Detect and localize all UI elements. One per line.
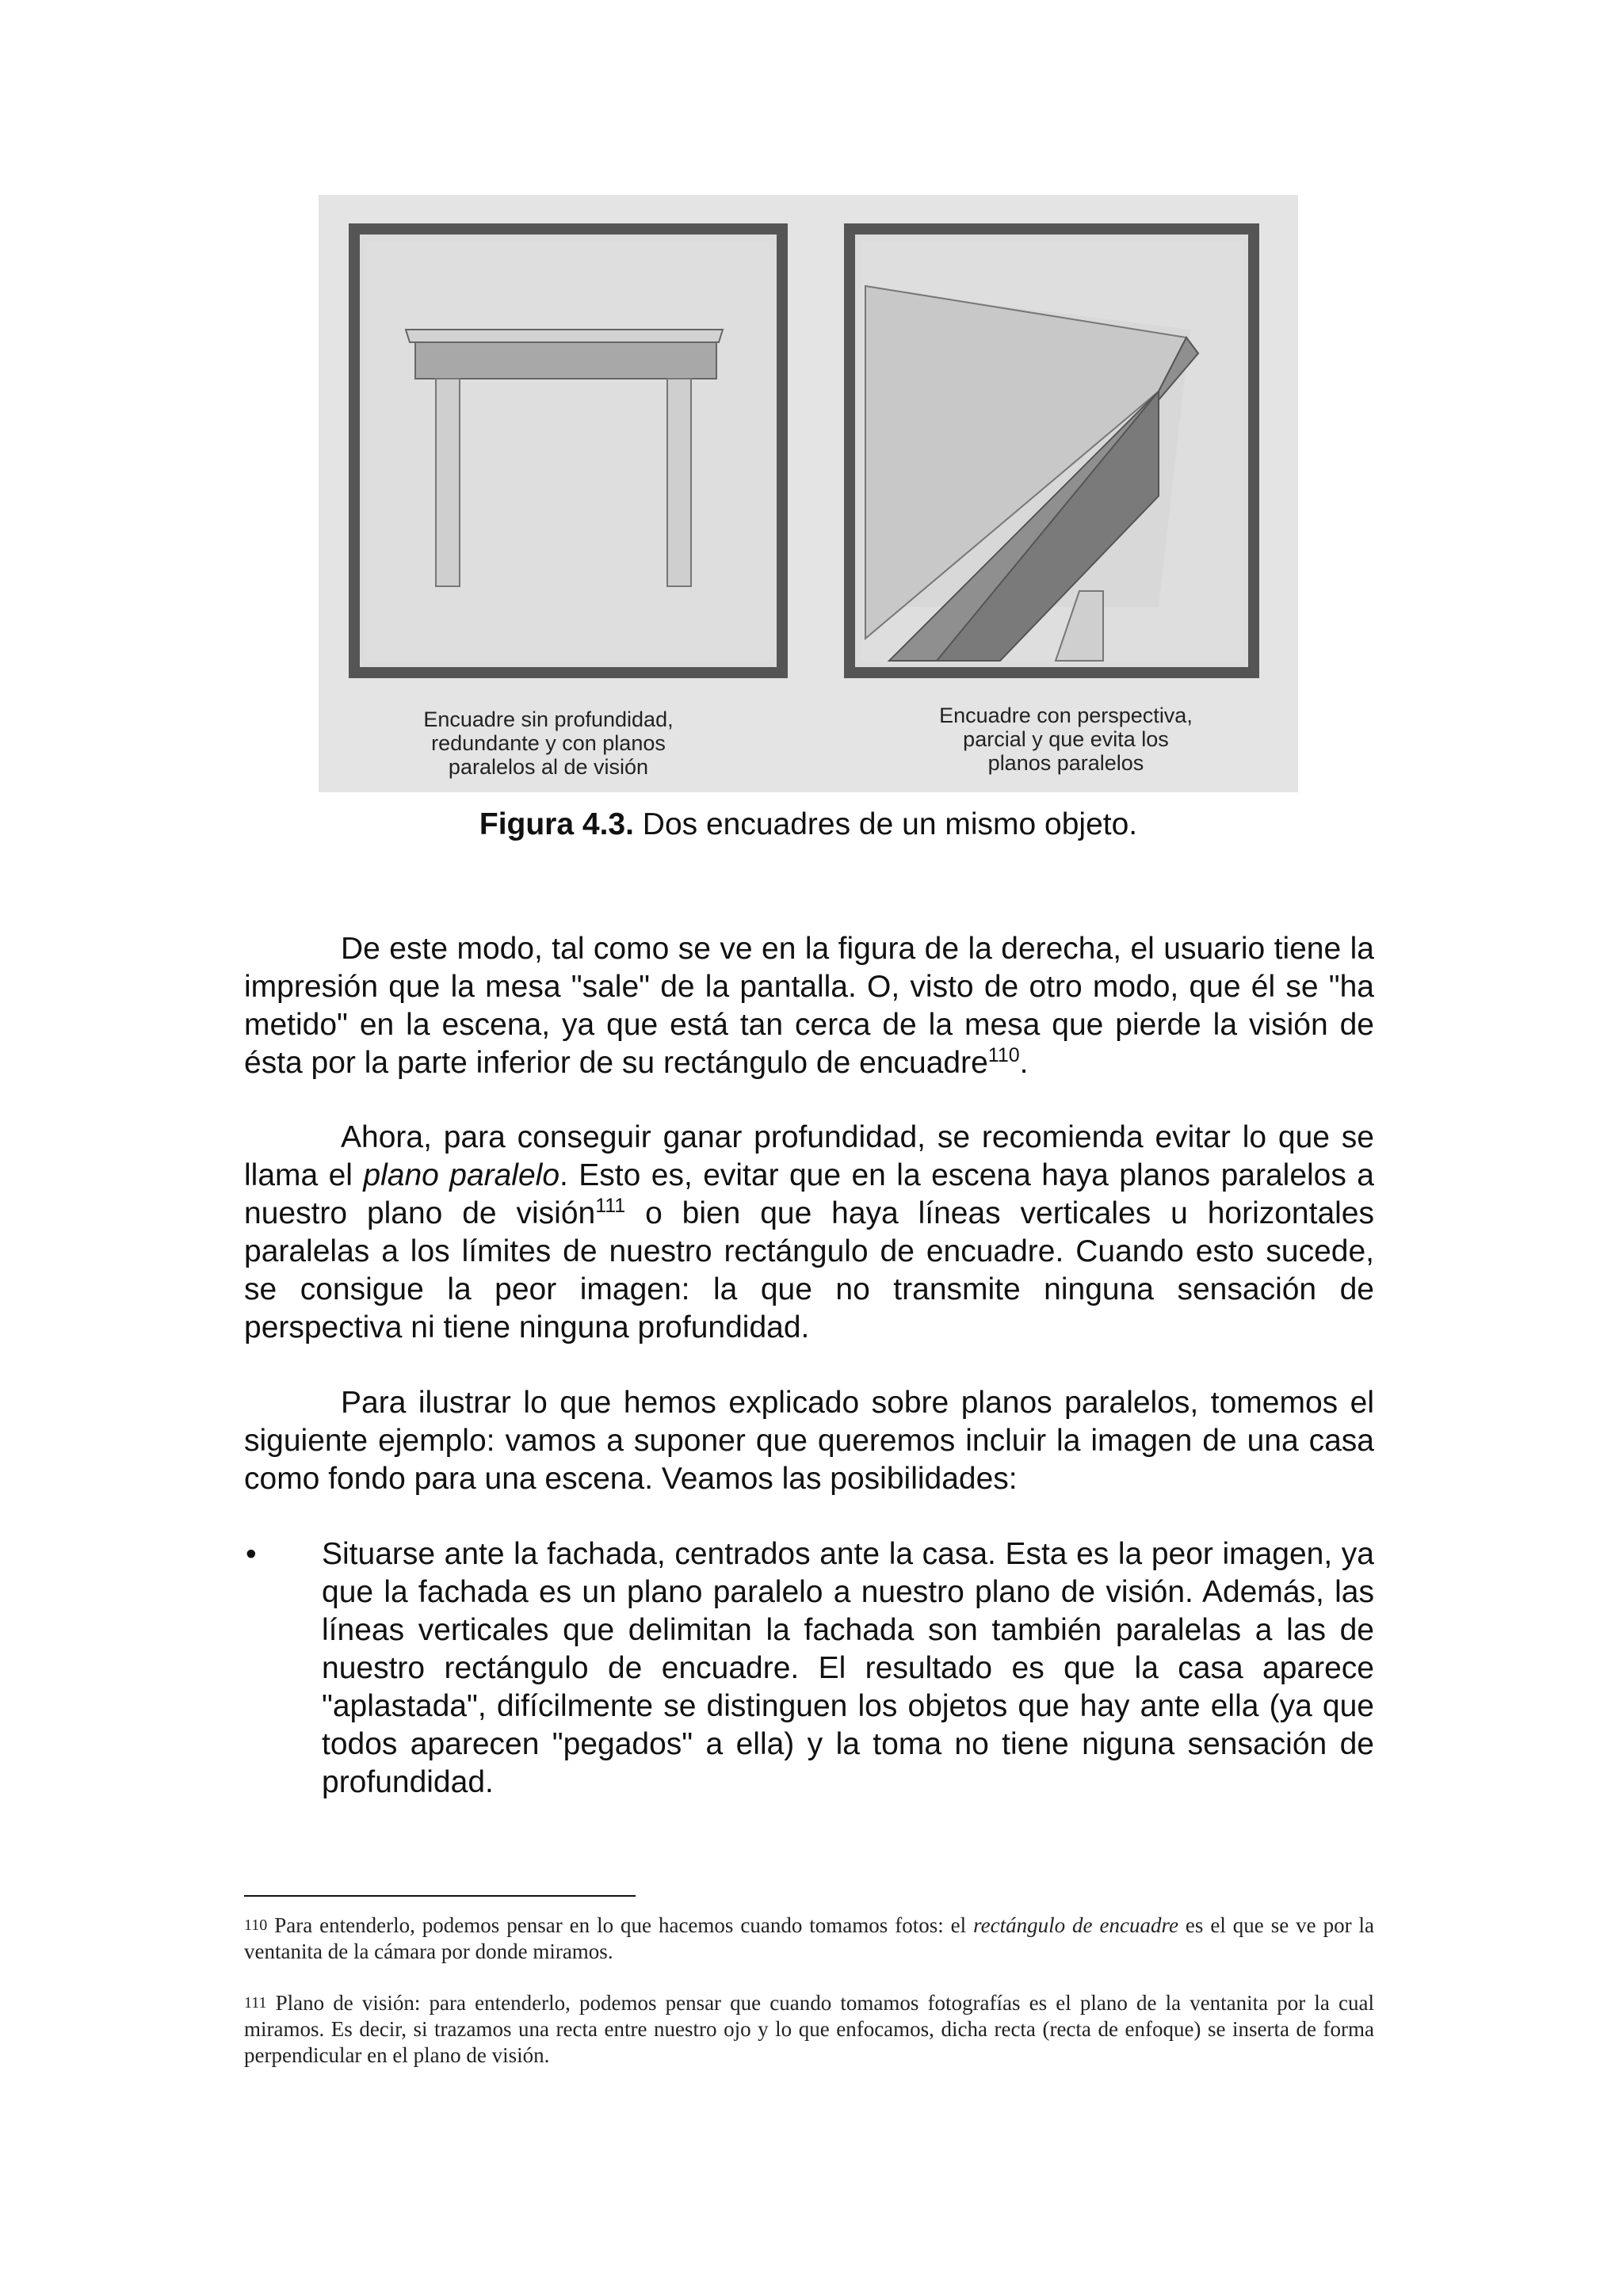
footnote-111 bbox=[244, 1990, 1374, 2069]
footnote-111-text: Plano de visión: para entenderlo, podemos pensar que cuando tomamos fotografías es el plano de la ventanita por la cual miramos. Es decir, si trazamos una recta entre nuestro ojo y lo que enfocamos, dicha recta (recta de enfoque) se inserta de forma perpendicular en el plano de visión. bbox=[244, 1991, 1374, 2067]
left-panel-caption: Encuadre sin profundidad, redundante y con planos paralelos al de visión bbox=[423, 707, 674, 779]
paragraph-1-text: De este modo, tal como se ve en la figura de la derecha, el usuario tiene la impresión que la mesa "sale" de la pantalla. O, visto de otro modo, que él se "ha metido" en la escena, ya que está tan cerca de la mesa que pierde la visión de ésta por la parte inferior de su rectángulo de encuadre bbox=[244, 932, 1374, 1080]
footnote-111-number: 111 bbox=[244, 1994, 267, 2012]
figure-4-3 bbox=[319, 195, 1298, 792]
paragraph-3-text: Para ilustrar lo que hemos explicado sobre planos paralelos, tomemos el siguiente ejemplo: vamos a suponer que queremos incluir la imagen de una casa como fondo para una escena. Veamos las posibilidades: bbox=[244, 1386, 1374, 1496]
figure-caption bbox=[319, 806, 1298, 844]
bullet-text: Situarse ante la fachada, centrados ante la casa. Esta es la peor imagen, ya que la fachada es un plano paralelo a nuestro plano de visión. Además, las líneas verticales que delimitan la fachada son también paralelas a las de nuestro rectángulo de encuadre. El resultado es que la casa aparece "aplastada", difícilmente se distinguen los objetos que hay ante ella (ya que todos aparecen "pegados" a ella) y la toma no tiene niguna sensación de profundidad. bbox=[322, 1537, 1374, 1799]
paragraph-2-text-a: Ahora, para conseguir ganar profundidad, se recomienda evitar lo que se llama el bbox=[244, 1120, 1374, 1192]
footnote-ref-110: 110 bbox=[987, 1044, 1020, 1066]
footnote-separator bbox=[244, 1895, 636, 1897]
paragraph-3 bbox=[244, 1384, 1374, 1498]
paragraph-2-text-c: o bien que haya líneas verticales u horizontales paralelas a los límites de nuestro rectángulo de encuadre. Cuando esto sucede, se consigue la peor imagen: la que no transmite ninguna sensación de perspectiva ni tiene ninguna profundidad. bbox=[244, 1196, 1374, 1344]
figure-caption-text: Dos encuadres de un mismo objeto. bbox=[633, 807, 1138, 841]
footnote-110-number: 110 bbox=[244, 1917, 268, 1934]
left-frame-table-flat bbox=[354, 229, 782, 673]
footnote-110-italic: rectángulo de encuadre bbox=[973, 1913, 1178, 1937]
paragraph-2-italic: plano paralelo bbox=[363, 1158, 560, 1192]
right-frame-table-perspective bbox=[850, 229, 1254, 673]
footnote-ref-111: 111 bbox=[595, 1195, 626, 1217]
bullet-symbol: • bbox=[246, 1537, 257, 1571]
right-panel-caption: Encuadre con perspectiva, parcial y que evita los planos paralelos bbox=[939, 704, 1193, 775]
paragraph-1 bbox=[244, 930, 1374, 1082]
figure-illustration bbox=[319, 195, 1298, 792]
paragraph-2 bbox=[244, 1119, 1374, 1347]
footnote-110-text-b: es el que se ve por la ventanita de la cámara por donde miramos. bbox=[244, 1913, 1375, 1963]
paragraph-2-text-b: . Esto es, evitar que en la escena haya planos paralelos a nuestro plano de visión bbox=[244, 1158, 1374, 1230]
paragraph-1-end: . bbox=[1019, 1046, 1029, 1080]
footnote-110-text-a: Para entenderlo, podemos pensar en lo que hacemos cuando tomamos fotos: el bbox=[267, 1913, 974, 1937]
footnote-110 bbox=[244, 1913, 1374, 1965]
figure-caption-label: Figura 4.3. bbox=[479, 807, 634, 841]
